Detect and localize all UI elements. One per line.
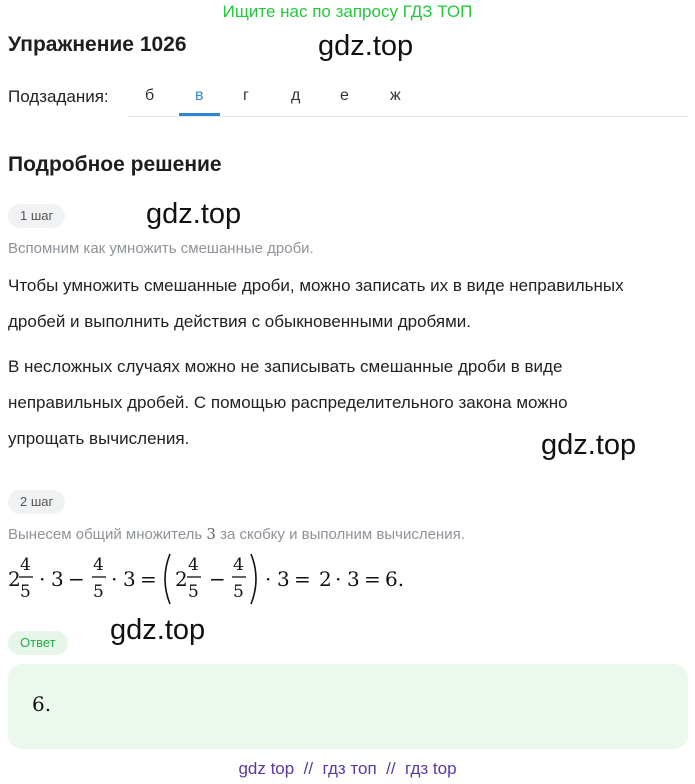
text-line: дробей и выполнить действия с обыкновенными дробями. (8, 312, 472, 331)
equals-sign: = (364, 567, 381, 591)
equals-sign: = (140, 567, 157, 591)
step-1-hint: Вспомним как умножить смешанные дроби. (8, 240, 314, 257)
dot-operator: · (111, 567, 118, 591)
text-line: В несложных случаях можно не записывать смешанные дроби в виде (8, 357, 563, 376)
answer-badge: Ответ (8, 631, 68, 655)
text-line: неправильных дробей. С помощью распределительного закона можно (8, 393, 568, 412)
step-2-badge: 2 шаг (8, 490, 65, 514)
minus-operator: − (209, 567, 226, 591)
tab-subtask-e[interactable]: е (340, 87, 349, 104)
step-1-badge: 1 шаг (8, 204, 65, 228)
factor: 3 (277, 567, 290, 591)
mixed-whole: 2 (175, 567, 188, 591)
fraction-numerator: 4 (233, 555, 244, 575)
answer-box (8, 664, 688, 749)
watermark: gdz.top (146, 198, 242, 230)
factor: 3 (51, 567, 64, 591)
factor-value: 3 (206, 525, 216, 543)
footer-links: gdz top // гдз топ // гдз top (238, 759, 457, 778)
solution-heading: Подробное решение (8, 153, 222, 176)
answer-value: 6. (32, 692, 52, 716)
subtask-tabs (128, 76, 688, 117)
fraction-numerator: 4 (20, 555, 31, 575)
step-1-paragraph-1 (8, 268, 688, 340)
equation-result: 6. (385, 567, 405, 591)
mixed-whole: 2 (8, 567, 21, 591)
tab-subtask-d[interactable]: д (291, 87, 301, 104)
fraction-numerator: 4 (93, 555, 104, 575)
dot-operator: · (39, 567, 46, 591)
factor: 3 (347, 567, 360, 591)
factor: 3 (123, 567, 136, 591)
fraction-denominator: 5 (93, 582, 104, 602)
watermark: gdz.top (110, 614, 206, 646)
tab-subtask-b[interactable]: б (145, 87, 155, 104)
subtasks-label: Подзадания: (8, 87, 109, 106)
fraction-denominator: 5 (233, 582, 244, 602)
step-2-hint: Вынесем общий множитель 3 за скобку и выполним вычисления. (8, 525, 465, 543)
solution-equation (4, 548, 424, 608)
text-line: Чтобы умножить смешанные дроби, можно записать их в виде неправильных (8, 276, 624, 295)
tab-subtask-g[interactable]: г (243, 87, 249, 104)
right-paren (251, 554, 256, 604)
watermark: gdz.top (541, 429, 637, 461)
fraction-denominator: 5 (20, 582, 31, 602)
two: 2 (319, 567, 332, 591)
fraction-numerator: 4 (188, 555, 199, 575)
active-tab-indicator (179, 113, 220, 116)
tab-subtask-zh[interactable]: ж (390, 87, 401, 104)
equals-sign: = (294, 567, 311, 591)
watermark: gdz.top (318, 30, 414, 62)
left-paren (165, 554, 170, 604)
dot-operator: · (265, 567, 272, 591)
text-line: упрощать вычисления. (8, 429, 190, 448)
minus-operator: − (68, 567, 85, 591)
tab-subtask-v[interactable]: в (195, 87, 204, 104)
fraction-denominator: 5 (188, 582, 199, 602)
page-title: Упражнение 1026 (8, 33, 187, 56)
search-banner: Ищите нас по запросу ГДЗ ТОП (222, 2, 473, 21)
dot-operator: · (335, 567, 342, 591)
